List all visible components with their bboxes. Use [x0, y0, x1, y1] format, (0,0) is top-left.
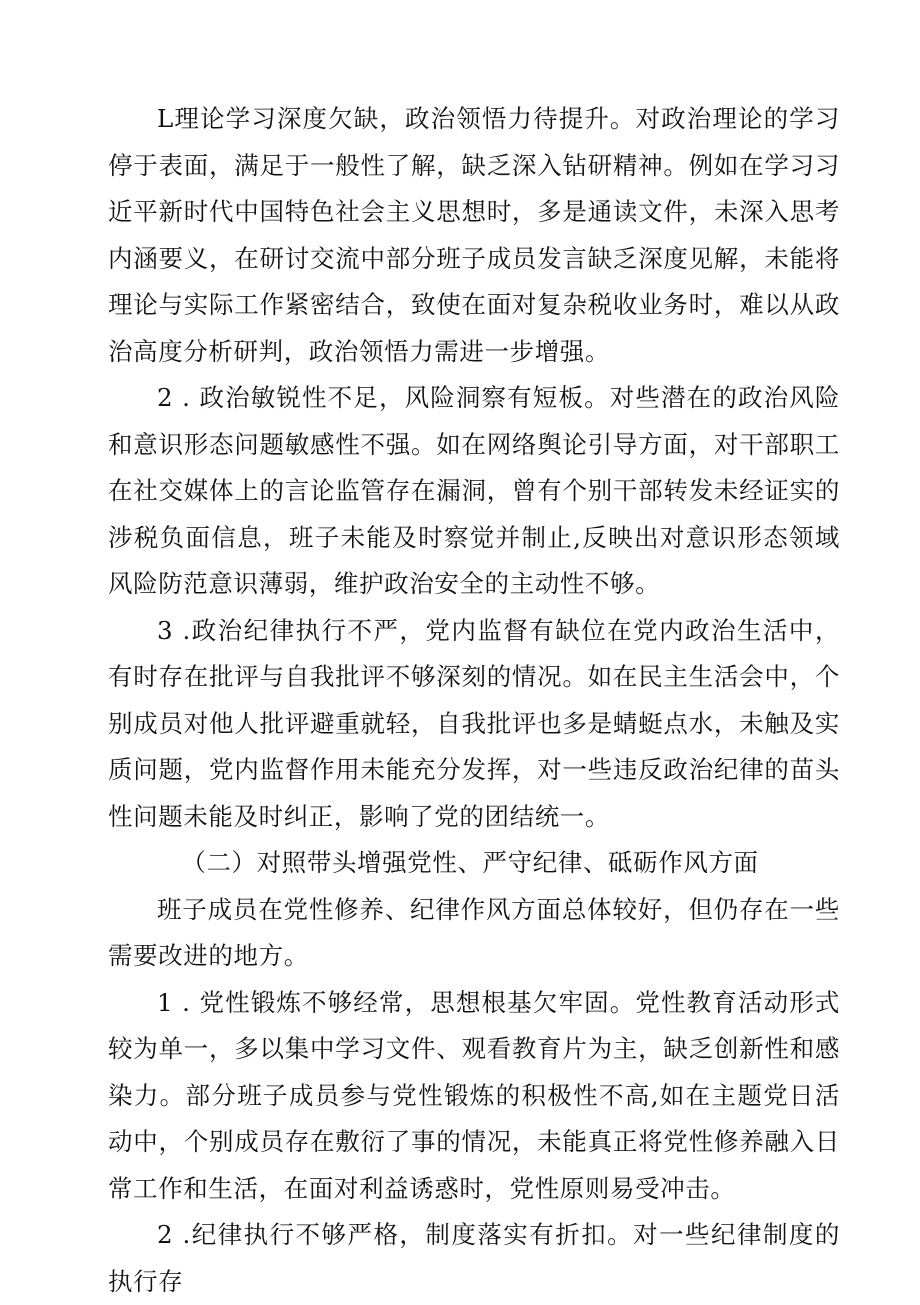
paragraph-theory-study: L理论学习深度欠缺，政治领悟力待提升。对政治理论的学习停于表面，满足于一般性了解，缺乏深入钻研精神。例如在学习习近平新时代中国特色社会主义思想时，多是通读文件，未深入思考内涵要义，在研讨交流中部分班子成员发言缺乏深度见解，未能将理论与实际工作紧密结合，致使在面对复杂税收业务时，难以从政治高度分析研判，政治领悟力需进一步增强。	[108, 104, 840, 366]
paragraph-party-spirit: 1 . 党性锻炼不够经常，思想根基欠牢固。党性教育活动形式较为单一，多以集中学习文件、观看教育片为主，缺乏创新性和感染力。部分班子成员参与党性锻炼的积极性不高,如在主题党日活动中，个别成员存在敷衍了事的情况，未能真正将党性修养融入日常工作和生活，在面对利益诱惑时，党性原则易受冲击。	[108, 987, 840, 1203]
section-heading: （二）对照带头增强党性、严守纪律、砥砺作风方面	[181, 848, 759, 877]
paragraph-section-intro: 班子成员在党性修养、纪律作风方面总体较好，但仍存在一些需要改进的地方。	[108, 894, 840, 970]
paragraph-political-sensitivity: 2 . 政治敏锐性不足，风险洞察有短板。对些潜在的政治风险和意识形态问题敏感性不强。如在网络舆论引导方面，对干部职工在社交媒体上的言论监管存在漏洞，曾有个别干部转发未经证实的涉税负面信息，班子未能及时察觉并制止,反映出对意识形态领域风险防范意识薄弱，维护政治安全的主动性不够。	[108, 383, 840, 598]
paragraph-political-discipline: 3 .政治纪律执行不严，党内监督有缺位在党内政治生活中，有时存在批评与自我批评不够深刻的情况。如在民主生活会中，个别成员对他人批评避重就轻，自我批评也多是蜻蜓点水，未触及实质问题，党内监督作用未能充分发挥，对一些违反政治纪律的苗头性问题未能及时纠正，影响了党的团结统一。	[108, 615, 840, 831]
document-body	[108, 96, 840, 1305]
paragraph-discipline-enforcement: 2 .纪律执行不够严格，制度落实有折扣。对一些纪律制度的执行存	[108, 1220, 840, 1296]
